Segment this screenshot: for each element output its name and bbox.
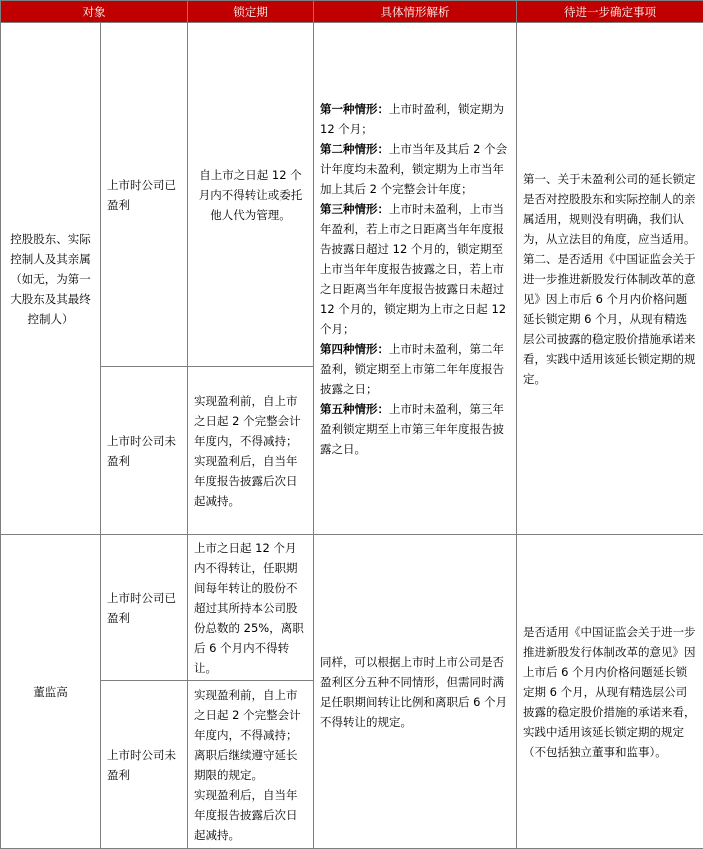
table-row <box>1 535 703 681</box>
pending-cell: 是否适用《中国证监会关于进一步推进新股发行体制改革的意见》因上市后 6 个月内价格问题延长锁定期 6 个月，从现有精选层公司披露的稳定股价措施的承诺来看，实践中适用该延长锁定期的规定（不包括独立董事和监事）。 <box>517 535 703 849</box>
table-row <box>1 23 703 367</box>
analysis-case-1: 第一种情形：上市时盈利，锁定期为 12 个月； <box>320 101 504 136</box>
loss-lock-before: 实现盈利前，自上市之日起 2 个完整会计年度内，不得减持；离职后继续遵守延长期限的规定。 <box>194 687 301 782</box>
header-analysis: 具体情形解析 <box>314 1 517 23</box>
header-row <box>1 1 703 23</box>
header-pending: 待进一步确定事项 <box>517 1 703 23</box>
profit-lock-period: 自上市之日起 12 个月内不得转让或委托他人代为管理。 <box>188 23 314 367</box>
loss-label: 上市时公司未盈利 <box>101 681 188 849</box>
analysis-case-2: 第二种情形：上市当年及其后 2 个会计年度均未盈利，锁定期为上市当年加上其后 2 个完整会计年度； <box>320 141 508 196</box>
pending-item-1: 第一、关于未盈利公司的延长锁定是否对控股股东和实际控制人的亲属适用，规则没有明确，我们认为，从立法目的角度，应当适用。 <box>523 171 696 246</box>
analysis-cell: 同样，可以根据上市时上市公司是否盈利区分五种不同情形，但需同时满足任职期间转让比例和离职后 6 个月不得转让的规定。 <box>314 535 517 849</box>
analysis-case-4: 第四种情形：上市时未盈利，第二年盈利，锁定期至上市第二年年度报告披露之日； <box>320 341 504 396</box>
loss-lock-after: 实现盈利后，自当年年度报告披露后次日起减持。 <box>194 787 298 842</box>
profit-label: 上市时公司已盈利 <box>101 23 188 367</box>
analysis-cell <box>314 23 517 535</box>
loss-lock-period <box>188 681 314 849</box>
analysis-case-3: 第三种情形：上市时未盈利，上市当年盈利，若上市之日距离当年年度报告披露日超过 12 个月的，锁定期至上市当年年度报告披露之日，若上市之日距离当年年度报告披露日未超过 12 个月的，锁定期为上市之日起 12 个月； <box>320 201 507 336</box>
header-lock-period: 锁定期 <box>188 1 314 23</box>
analysis-case-5: 第五种情形：上市时未盈利，第三年盈利锁定期至上市第三年年度报告披露之日。 <box>320 401 504 456</box>
profit-lock-period: 上市之日起 12 个月内不得转让，任职期间每年转让的股份不超过其所持本公司股份总数的 25%，离职后 6 个月内不得转让。 <box>188 535 314 681</box>
pending-item-2: 第二、是否适用《中国证监会关于进一步推进新股发行体制改革的意见》因上市后 6 个月内价格问题延长锁定期 6 个月，从现有精选层公司披露的稳定股价措施承诺来看，实践中适用该延长锁定期的规定。 <box>523 251 696 386</box>
subject-controlling-shareholder: 控股股东、实际控制人及其亲属（如无，为第一大股东及其最终控制人） <box>1 23 101 535</box>
header-subject: 对象 <box>1 1 188 23</box>
pending-cell <box>517 23 703 535</box>
profit-label: 上市时公司已盈利 <box>101 535 188 681</box>
loss-lock-period: 实现盈利前，自上市之日起 2 个完整会计年度内，不得减持；实现盈利后，自当年年度报告披露后次日起减持。 <box>188 367 314 535</box>
loss-label: 上市时公司未盈利 <box>101 367 188 535</box>
subject-directors: 董监高 <box>1 535 101 849</box>
